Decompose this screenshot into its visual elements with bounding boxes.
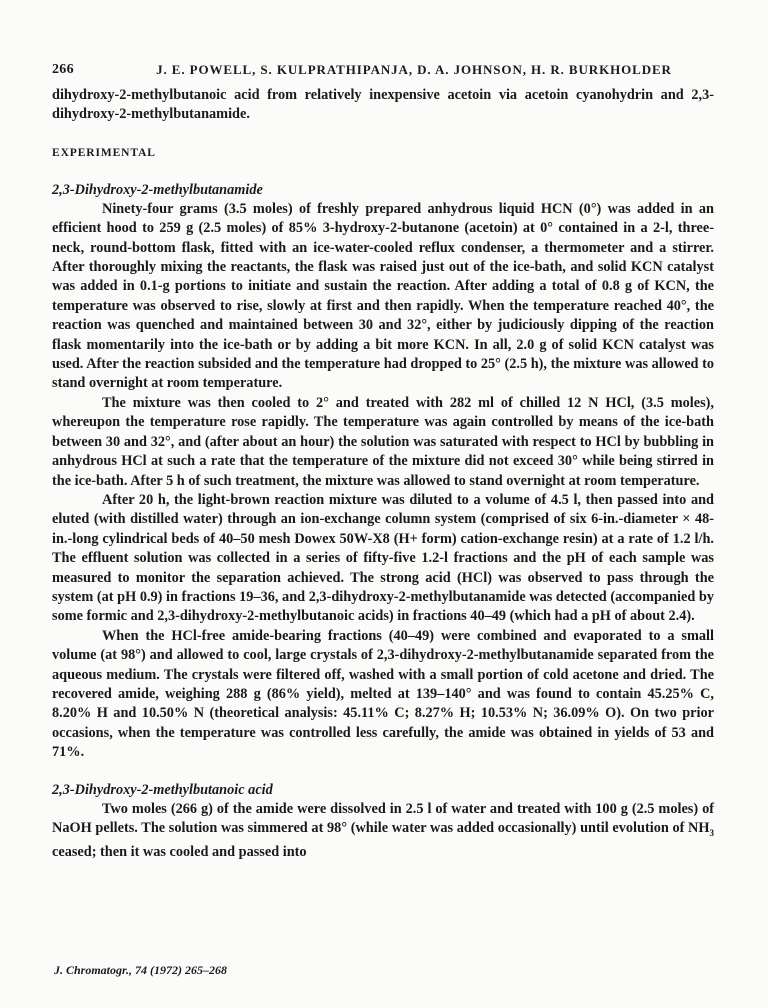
subsection-title: 2,3-Dihydroxy-2-methylbutanamide [52,181,263,198]
body-paragraph: The mixture was then cooled to 2° and treated with 282 ml of chilled 12 N HCl, (3.5 moles), whereupon the temperature rose rapidly. The temperature was again controlled by means of the ice-bath between 30 and 32°, and (after about an hour) the solution was saturated with respect to HCl by bubbling in anhydrous HCl at such a rate that the temperature of the mixture did not exceed 30° while being stirred in the ice-bath. After 5 h of such treatment, the mixture was allowed to stand overnight at room temperature. [52,394,714,489]
paper-page [52,62,714,863]
section-title: EXPERIMENTAL [52,146,156,159]
subsection-title: 2,3-Dihydroxy-2-methylbutanoic acid [52,781,273,798]
body-paragraph: After 20 h, the light-brown reaction mixture was diluted to a volume of 4.5 l, then passed into and eluted (with distilled water) through an ion-exchange column system (comprised of six 6-in.-diameter × 48-in.-long cylindrical beds of 40–50 mesh Dowex 50W-X8 (H+ form) cation-exchange resin) at a rate of 1.2 l/h. The effluent solution was collected in a series of fifty-five 1.2-l fractions and the pH of each sample was measured to monitor the separation achieved. The strong acid (HCl) was observed to pass through the system (at pH 0.9) in fractions 19–36, and 2,3-dihydroxy-2-methylbutanamide was detected (accompanied by some formic and 2,3-dihydroxy-2-methylbutanoic acids) in fractions 40–49 (which had a pH of about 2.4). [52,491,714,625]
paragraph-text: Two moles (266 g) of the amide were dissolved in 2.5 l of water and treated with 100 g (2.5 moles) of NaOH pellets. The solution was simmered at 98° (while water was added occasionally) until evolution of NH [52,800,714,836]
body-paragraph: When the HCl-free amide-bearing fractions (40–49) were combined and evaporated to a small volume (at 98°) and allowed to cool, large crystals of 2,3-dihydroxy-2-methylbutanamide separated from the aqueous medium. The crystals were filtered off, washed with a small portion of cold acetone and dried. The recovered amide, weighing 288 g (86% yield), melted at 139–140° and was found to contain 45.25% C, 8.20% H and 10.50% N (theoretical analysis: 45.11% C; 8.27% H; 10.53% N; 36.09% O). On two prior occasions, when the temperature was controlled less carefully, the amide was obtained in yields of 53 and 71%. [52,627,714,761]
subscript-text: 3 [709,827,714,838]
page-number: 266 [52,62,74,77]
author-line: J. E. POWELL, S. KULPRATHIPANJA, D. A. JOHNSON, H. R. BURKHOLDER [156,62,672,77]
running-header [52,62,714,78]
body-paragraph [52,800,714,863]
body-paragraph: Ninety-four grams (3.5 moles) of freshly prepared anhydrous liquid HCN (0°) was added in an efficient hood to 259 g (2.5 moles) of 85% 3-hydroxy-2-butanone (acetoin) at 0° contained in a 2-l, three-neck, round-bottom flask, fitted with an ice-water-cooled reflux condenser, a thermometer and a stirrer. After thoroughly mixing the reactants, the flask was raised just out of the ice-bath, and solid KCN catalyst was added in 0.1-g portions to initiate and sustain the reaction. After adding a total of 0.8 g of KCN, the temperature was observed to rise, slowly at first and then rapidly. When the temperature reached 40°, the reaction was quenched and maintained between 30 and 32°, either by judiciously dipping of the reaction flask momentarily into the ice-bath or by adding a bit more KCN. In all, 2.0 g of solid KCN catalyst was used. After the reaction subsided and the temperature had dropped to 25° (2.5 h), the mixture was allowed to stand overnight at room temperature. [52,200,714,392]
journal-footer: J. Chromatogr., 74 (1972) 265–268 [54,963,228,977]
paragraph-text: ceased; then it was cooled and passed into [52,844,307,861]
intro-paragraph: dihydroxy-2-methylbutanoic acid from relatively inexpensive acetoin via acetoin cyanohydrin and 2,3-dihydroxy-2-methylbutanamide. [52,87,714,123]
